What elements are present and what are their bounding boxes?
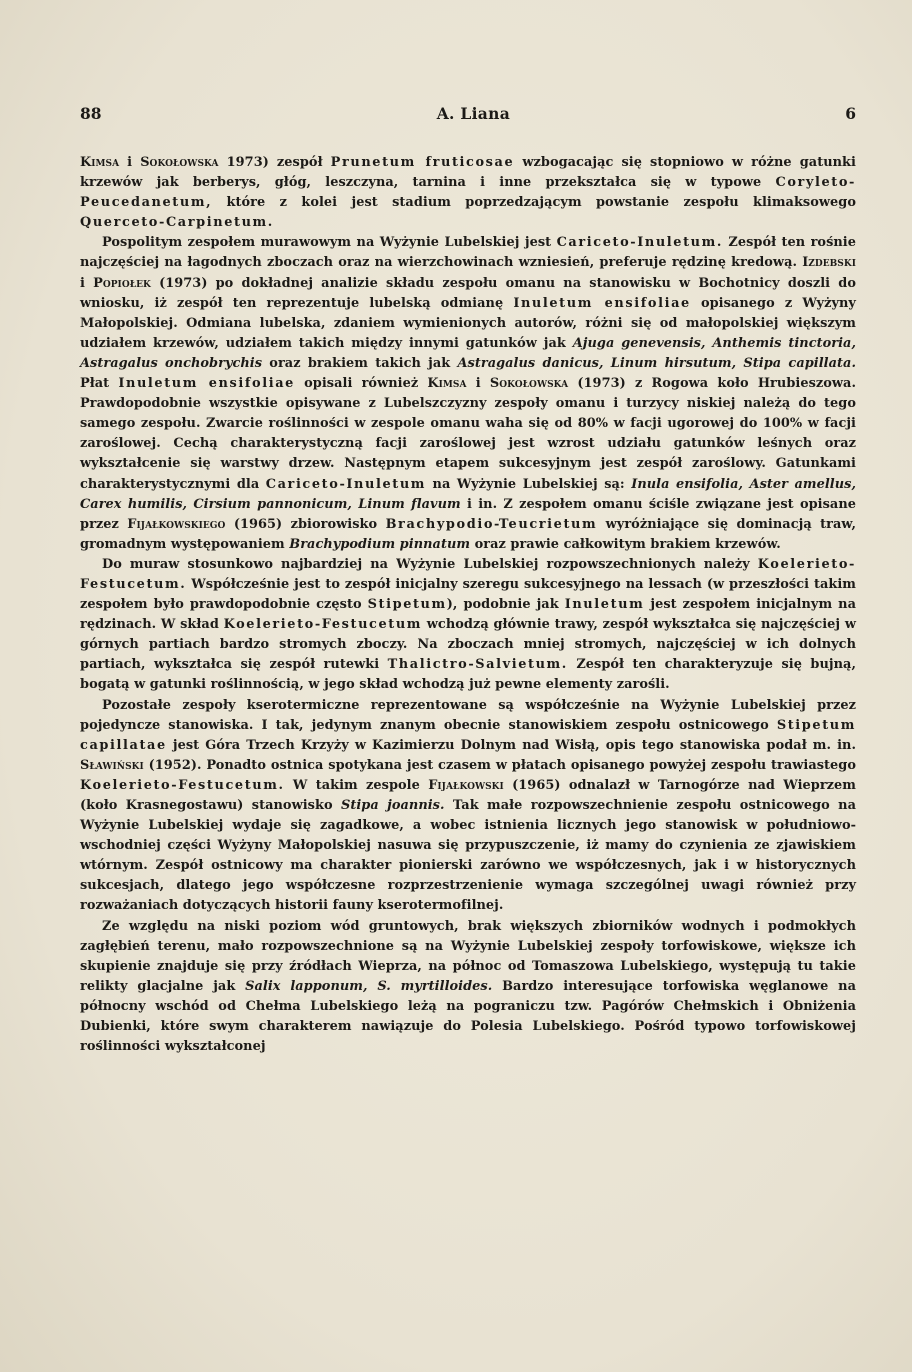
text-run: które z kolei jest stadium poprzedzającym powstanie zespołu klimaksowego	[212, 195, 856, 211]
text-run: wchodzą głównie trawy, zespół wykształca się najczęściej w górnych partiach bardzo stromych zboczy. Na zboczach mniej stromych, najczęściej w ich dolnych partiach, wykształca się zespół rutewki	[80, 617, 856, 673]
text-run: Do muraw stosunkowo najbardziej na Wyżynie Lubelskiej rozpowszechnionych należy	[102, 556, 758, 572]
page-number-right: 6	[845, 104, 856, 123]
paragraph	[80, 233, 856, 555]
author-name: Sokołowska	[140, 155, 219, 170]
author-name: Kimsa	[427, 376, 467, 392]
text-run: Ze względu na niski poziom wód gruntowych, brak większych zbiorników wodnych i podmokłych zagłębień terenu, mało rozpowszechnione są na Wyżynie Lubelskiej zespoły torfowiskowe, większe ich skupienie znajduje się przy źródłach Wieprza, na północ od Tomaszowa Lubelskiego, występują tu takie relikty glacjalne jak	[80, 918, 856, 994]
association-name: Cariceto-Inuletum.	[556, 235, 723, 251]
text-run: Pospolitym zespołem murawowym na Wyżynie Lubelskiej jest	[102, 235, 557, 251]
text-run: Współcześnie jest to zespół inicjalny szeregu sukcesyjnego na lessach (w przeszłości takim zespołem było prawdopodobnie często	[80, 576, 856, 613]
paragraph	[80, 555, 856, 696]
text-run: i in. Z zespołem omanu ściśle związane jest opisane przez	[80, 496, 857, 532]
association-name: Koelerieto-Festucetum.	[80, 777, 285, 793]
species-name: Ajuga genevensis, Anthemis tinctoria, Astragalus onchobrychis	[80, 335, 856, 371]
author-name: Kimsa	[80, 155, 120, 170]
page-number-left: 88	[80, 104, 102, 123]
text-run: (1952). Ponadto ostnica spotykana jest czasem w płatach opisanego powyżej zespołu trawiastego	[143, 757, 856, 773]
text-run: opisanego z Wyżyny Małopolskiej. Odmiana lubelska, zdaniem wymienionych autorów, różni się od małopolskiej większym udziałem krzewów, udziałem takich między innymi gatunków jak	[80, 295, 856, 351]
text-run: (1973) po dokładnej analizie składu zespołu omanu na stanowisku w Bochotnicy doszli do wniosku, iż zespół ten reprezentuje lubelską odmianę	[80, 275, 856, 311]
paragraph	[80, 696, 856, 917]
author-name: Fijałkowski	[428, 777, 504, 793]
association-name: Brachypodio-Teucrietum	[385, 516, 598, 532]
text-run: wyróżniające się dominacją traw, gromadnym występowaniem	[80, 516, 856, 552]
text-run: Pozostałe zespoły kserotermiczne reprezentowane są współcześnie na Wyżynie Lubelskiej przez pojedyncze stanowiska. I tak, jedynym znanym obecnie stanowiskiem zespołu ostnicowego	[80, 697, 856, 733]
text-run: i	[119, 155, 141, 170]
running-header	[80, 104, 856, 123]
species-name: Inula ensifolia, Aster amellus, Carex humilis, Cirsium pannonicum, Linum flavum	[80, 476, 856, 512]
text-run: Bardzo interesujące torfowiska węglanowe na północny wschód od Chełma Lubelskiego leżą na pograniczu tzw. Pagórów Chełmskich i Obniżenia Dubienki, które swym charakterem nawiązuje do Polesia Lubelskiego. Pośród typowo torfowiskowej roślinności wykształconej	[80, 978, 856, 1055]
text-run: i	[466, 376, 490, 392]
association-name: Koelerieto-Festucetum	[223, 617, 423, 633]
text-run: i	[80, 275, 94, 291]
association-name: Prunetum fruticosae	[330, 155, 515, 170]
association-name: Koelerieto-Festucetum.	[80, 556, 856, 592]
species-name: Brachypodium pinnatum	[289, 536, 471, 552]
text-run: (1965) zbiorowisko	[225, 516, 386, 532]
association-name: Thalictro-Salvietum.	[387, 657, 568, 673]
association-name: Coryleto-Peucedanetum,	[80, 175, 856, 211]
text-run: (1965) odnalazł w Tarnogórze nad Wieprzem (koło Krasnegostawu) stanowisko	[80, 777, 856, 813]
species-name: Stipa joannis.	[340, 798, 445, 813]
text-run: na Wyżynie Lubelskiej są:	[426, 476, 632, 492]
text-run: jest zespołem inicjalnym na rędzinach. W skład	[80, 597, 856, 633]
species-name: Astragalus danicus, Linum hirsutum, Stipa capillata.	[457, 355, 856, 371]
text-run: Tak małe rozpowszechnienie zespołu ostnicowego na Wyżynie Lubelskiej wydaje się zagadkowe, a wobec istnienia licznych jego stanowisk w południowo-wschodniej części Wyżyny Małopolskiej nasuwa się przypuszczenie, iż mamy do czynienia ze zjawiskiem wtórnym. Zespół ostnicowy ma charakter pionierski zarówno we współczesnych, jak i w historycznych sukcesjach, dlatego jego współczesne rozprzestrzenienie wymaga szczególnej uwagi również przy rozważaniach dotyczących historii fauny kserotermofilnej.	[80, 798, 856, 914]
text-run: Zespół ten charakteryzuje się bujną, bogatą w gatunki roślinnością, w jego skład wchodzą już pewne elementy zarośli.	[80, 657, 856, 693]
paragraph	[80, 153, 856, 233]
author-name: Sławiński	[80, 757, 144, 773]
text-run: jest Góra Trzech Krzyży w Kazimierzu Dolnym nad Wisłą, opis tego stanowiska podał m. in.	[166, 737, 856, 753]
author-name: Fijałkowskiego	[127, 516, 226, 532]
text-run: ), podobnie jak	[446, 597, 565, 613]
text-run: oraz prawie całkowitym brakiem krzewów.	[470, 536, 781, 552]
author-name: Sokołowska	[489, 376, 569, 392]
text-run: opisali również	[294, 376, 428, 392]
association-name: Inuletum ensifoliae	[513, 295, 691, 311]
text-run: W takim zespole	[284, 777, 429, 793]
association-name: Cariceto-Inuletum	[265, 476, 427, 492]
association-name: Stipetum	[367, 597, 447, 613]
text-run: wzbogacając się stopniowo w różne gatunki krzewów jak berberys, głóg, leszczyna, tarnina i inne przekształca się w typowe	[80, 155, 856, 191]
author-name: Izdebski	[802, 255, 856, 271]
text-run: oraz brakiem takich jak	[262, 355, 458, 371]
text-run: Płat	[80, 376, 119, 392]
paragraph	[80, 917, 856, 1058]
text-run: (1973) z Rogowa koło Hrubieszowa. Prawdopodobnie wszystkie opisywane z Lubelszczyzny zespoły omanu i turzycy niskiej należą do tego samego zespołu. Zwarcie roślinności w zespole omanu waha się od 80% w facji ugorowej do 100% w facji zaroślowej. Cechą charakterystyczną facji zaroślowej jest wzrost udziału gatunków leśnych oraz wykształcenie się warstwy drzew. Następnym etapem sukcesyjnym jest zespół zaroślowy. Gatunkami charakterystycznymi dla	[80, 376, 856, 492]
species-name: Salix lapponum, S. myrtilloides.	[245, 978, 493, 994]
text-run: Zespół ten rośnie najczęściej na łagodnych zboczach oraz na wierzchowinach wzniesień, preferuje rędzinę kredową.	[80, 235, 856, 271]
association-name: Inuletum	[564, 597, 645, 613]
association-name: Querceto-Carpinetum.	[80, 215, 274, 231]
body-text	[80, 153, 856, 1057]
author-name: Popiołek	[93, 275, 151, 291]
association-name: Stipetum capillatae	[80, 717, 856, 753]
text-run: 1973) zespół	[218, 155, 331, 170]
association-name: Inuletum ensifoliae	[118, 376, 295, 392]
running-title: A. Liana	[436, 104, 511, 123]
